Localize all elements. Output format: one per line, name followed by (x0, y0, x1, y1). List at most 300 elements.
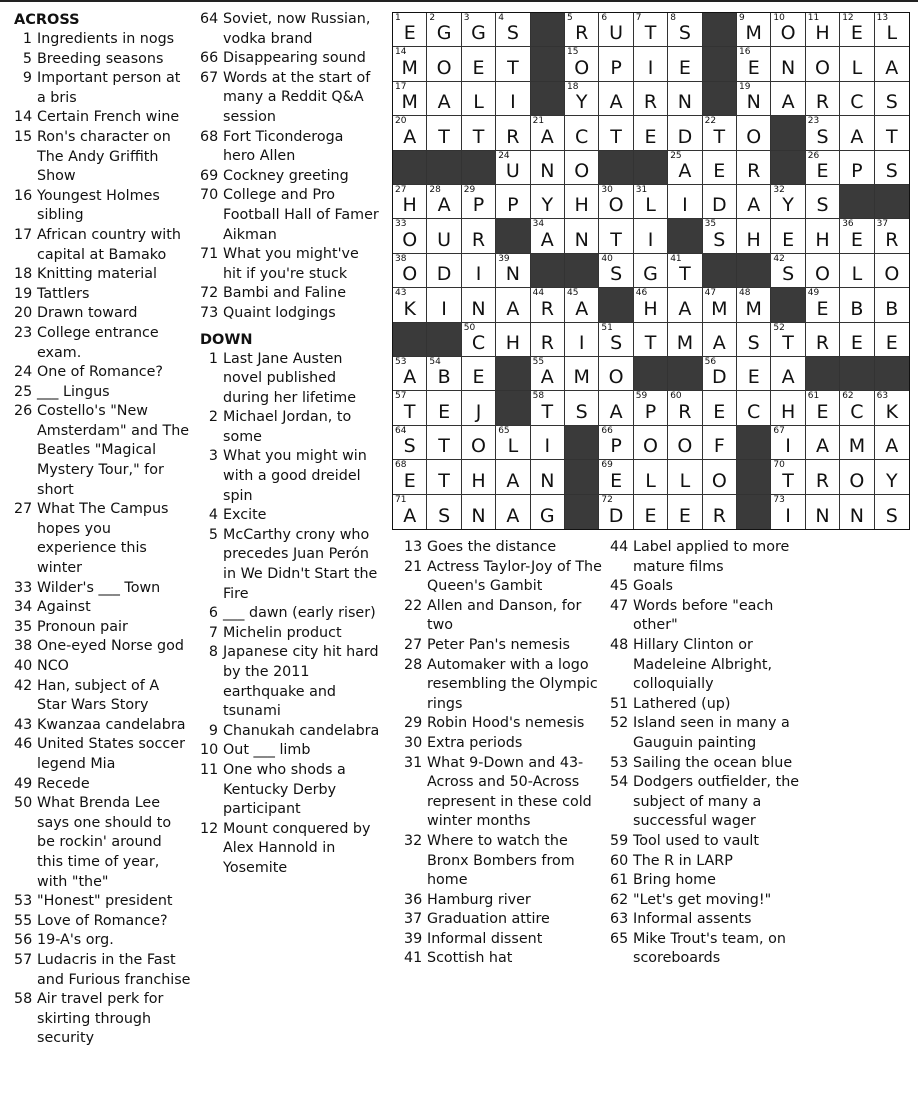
down-clue[interactable] (404, 636, 602, 656)
grid-cell[interactable] (462, 391, 496, 425)
grid-cell[interactable] (462, 323, 496, 357)
grid-cell[interactable] (496, 460, 530, 494)
grid-cell[interactable] (565, 288, 599, 322)
across-clue[interactable] (14, 304, 192, 324)
grid-cell[interactable] (806, 288, 840, 322)
grid-cell[interactable] (875, 460, 909, 494)
grid-cell[interactable] (737, 357, 771, 391)
grid-cell[interactable] (565, 82, 599, 116)
down-clue[interactable] (200, 526, 380, 604)
grid-cell[interactable] (634, 426, 668, 460)
grid-cell[interactable] (427, 219, 461, 253)
grid-cell[interactable] (427, 82, 461, 116)
cell-letter: Y (541, 194, 554, 217)
grid-cell[interactable] (599, 13, 633, 47)
grid-cell[interactable] (496, 151, 530, 185)
grid-cell[interactable] (771, 219, 805, 253)
down-clue[interactable] (404, 558, 602, 597)
down-clue[interactable] (404, 754, 602, 832)
grid-cell[interactable] (565, 116, 599, 150)
grid-cell[interactable] (599, 185, 633, 219)
grid-cell[interactable] (531, 391, 565, 425)
cell-letter: T (610, 228, 622, 251)
cell-letter: A (506, 469, 520, 492)
down-clue[interactable] (610, 891, 800, 911)
cell-letter: R (471, 228, 486, 251)
grid-cell[interactable] (599, 82, 633, 116)
grid-cell[interactable] (531, 323, 565, 357)
grid-cell[interactable] (806, 82, 840, 116)
across-clue[interactable] (200, 245, 380, 284)
grid-cell[interactable] (599, 460, 633, 494)
grid-cell[interactable] (703, 323, 737, 357)
down-clue[interactable] (200, 643, 380, 721)
grid-cell[interactable] (840, 426, 874, 460)
grid-cell[interactable] (462, 13, 496, 47)
grid-cell[interactable] (771, 13, 805, 47)
across-clue[interactable] (14, 128, 192, 187)
grid-cell[interactable] (565, 185, 599, 219)
grid-cell[interactable] (703, 391, 737, 425)
grid-cell[interactable] (531, 116, 565, 150)
across-clue[interactable] (200, 304, 380, 324)
grid-cell[interactable] (771, 185, 805, 219)
grid-cell[interactable] (599, 116, 633, 150)
across-clue[interactable] (14, 990, 192, 1049)
grid-cell[interactable] (771, 254, 805, 288)
grid-cell[interactable] (875, 426, 909, 460)
grid-cell[interactable] (565, 151, 599, 185)
grid-cell[interactable] (806, 460, 840, 494)
grid-cell[interactable] (806, 116, 840, 150)
grid-cell[interactable] (771, 47, 805, 81)
across-clue[interactable] (14, 931, 192, 951)
grid-cell[interactable] (393, 116, 427, 150)
grid-cell[interactable] (496, 116, 530, 150)
grid-cell[interactable] (737, 185, 771, 219)
down-clue[interactable] (404, 910, 602, 930)
down-clue[interactable] (404, 949, 602, 969)
across-clue[interactable] (14, 618, 192, 638)
down-clue[interactable] (610, 714, 800, 753)
across-clue[interactable] (14, 598, 192, 618)
grid-cell[interactable] (703, 288, 737, 322)
grid-cell[interactable] (806, 426, 840, 460)
grid-cell[interactable] (599, 219, 633, 253)
grid-cell[interactable] (462, 254, 496, 288)
grid-cell[interactable] (565, 323, 599, 357)
across-clue[interactable] (14, 951, 192, 990)
grid-cell[interactable] (840, 219, 874, 253)
grid-cell[interactable] (393, 460, 427, 494)
grid-cell[interactable] (427, 288, 461, 322)
cell-letter: C (850, 91, 864, 114)
down-clues-column-3 (404, 538, 602, 969)
down-clue[interactable] (610, 538, 800, 577)
grid-cell[interactable] (771, 426, 805, 460)
cell-letter: M (745, 22, 762, 45)
grid-cell[interactable] (771, 323, 805, 357)
grid-cell[interactable] (634, 495, 668, 529)
grid-cell[interactable] (737, 391, 771, 425)
clue-text: Lathered (up) (633, 695, 731, 712)
grid-cell[interactable] (599, 323, 633, 357)
grid-cell[interactable] (393, 254, 427, 288)
grid-cell[interactable] (531, 357, 565, 391)
grid-cell[interactable] (668, 254, 702, 288)
grid-cell[interactable] (840, 254, 874, 288)
grid-cell[interactable] (565, 391, 599, 425)
down-clue[interactable] (610, 636, 800, 695)
grid-cell[interactable] (875, 116, 909, 150)
clue-number: 36 (404, 891, 423, 908)
across-clue[interactable] (14, 677, 192, 716)
down-clue[interactable] (200, 506, 380, 526)
across-clue[interactable] (14, 187, 192, 226)
grid-cell[interactable] (634, 254, 668, 288)
down-clue[interactable] (404, 891, 602, 911)
across-clue[interactable] (14, 500, 192, 578)
grid-cell[interactable] (634, 460, 668, 494)
grid-cell[interactable] (806, 254, 840, 288)
grid-cell[interactable] (668, 460, 702, 494)
down-clue[interactable] (610, 832, 800, 852)
down-clue[interactable] (610, 871, 800, 891)
grid-cell[interactable] (737, 47, 771, 81)
down-clue[interactable] (610, 577, 800, 597)
grid-cell[interactable] (496, 495, 530, 529)
grid-cell[interactable] (427, 460, 461, 494)
across-clue[interactable] (14, 912, 192, 932)
down-clue[interactable] (200, 741, 380, 761)
grid-cell[interactable] (462, 495, 496, 529)
cell-letter: B (850, 297, 864, 320)
grid-cell[interactable] (496, 254, 530, 288)
grid-cell[interactable] (840, 391, 874, 425)
across-clue[interactable] (14, 402, 192, 500)
grid-cell[interactable] (737, 116, 771, 150)
grid-cell[interactable] (771, 357, 805, 391)
grid-cell[interactable] (668, 82, 702, 116)
down-clue[interactable] (404, 832, 602, 891)
grid-cell[interactable] (634, 185, 668, 219)
grid-cell[interactable] (462, 47, 496, 81)
grid-cell[interactable] (875, 495, 909, 529)
grid-cell[interactable] (875, 82, 909, 116)
block-cell (703, 82, 737, 116)
down-clue[interactable] (200, 722, 380, 742)
grid-cell[interactable] (496, 323, 530, 357)
grid-cell[interactable] (393, 288, 427, 322)
across-clue[interactable] (14, 285, 192, 305)
grid-cell[interactable] (531, 495, 565, 529)
down-clue[interactable] (610, 773, 800, 832)
grid-cell[interactable] (427, 495, 461, 529)
grid-cell[interactable] (840, 82, 874, 116)
cell-letter: N (849, 505, 864, 527)
grid-cell[interactable] (806, 13, 840, 47)
grid-cell[interactable] (806, 219, 840, 253)
across-clue[interactable] (14, 735, 192, 774)
grid-cell[interactable] (393, 185, 427, 219)
grid-cell[interactable] (531, 460, 565, 494)
grid-cell[interactable] (771, 82, 805, 116)
across-clue[interactable] (14, 794, 192, 892)
across-clue[interactable] (14, 657, 192, 677)
grid-cell[interactable] (806, 151, 840, 185)
grid-cell[interactable] (875, 13, 909, 47)
grid-cell[interactable] (806, 185, 840, 219)
grid-cell[interactable] (840, 116, 874, 150)
grid-cell[interactable] (393, 357, 427, 391)
grid-cell[interactable] (668, 391, 702, 425)
clue-number: 72 (200, 285, 219, 302)
grid-cell[interactable] (393, 219, 427, 253)
grid-cell[interactable] (393, 13, 427, 47)
grid-cell[interactable] (462, 82, 496, 116)
grid-cell[interactable] (496, 185, 530, 219)
grid-cell[interactable] (771, 495, 805, 529)
down-clue[interactable] (200, 624, 380, 644)
grid-cell[interactable] (531, 219, 565, 253)
down-clue[interactable] (200, 350, 380, 409)
down-clue[interactable] (404, 734, 602, 754)
cell-letter: R (540, 297, 554, 320)
grid-cell[interactable] (427, 391, 461, 425)
grid-cell[interactable] (393, 495, 427, 529)
across-clue[interactable] (200, 10, 380, 49)
across-clue[interactable] (14, 775, 192, 795)
grid-cell[interactable] (703, 495, 737, 529)
grid-cell[interactable] (875, 254, 909, 288)
grid-cell[interactable] (462, 426, 496, 460)
across-clue[interactable] (200, 284, 380, 304)
grid-cell[interactable] (427, 13, 461, 47)
grid-cell[interactable] (668, 13, 702, 47)
grid-cell[interactable] (427, 254, 461, 288)
grid-cell[interactable] (875, 151, 909, 185)
grid-cell[interactable] (634, 219, 668, 253)
grid-cell[interactable] (737, 219, 771, 253)
down-clue[interactable] (610, 852, 800, 872)
down-clue[interactable] (200, 604, 380, 624)
grid-cell[interactable] (737, 288, 771, 322)
grid-cell[interactable] (668, 495, 702, 529)
grid-cell[interactable] (806, 47, 840, 81)
grid-cell[interactable] (496, 82, 530, 116)
grid-cell[interactable] (634, 391, 668, 425)
grid-cell[interactable] (531, 288, 565, 322)
cell-letter: H (505, 332, 521, 354)
down-clue[interactable] (200, 761, 380, 820)
grid-cell[interactable] (840, 47, 874, 81)
down-clue[interactable] (200, 447, 380, 506)
grid-cell[interactable] (634, 13, 668, 47)
grid-cell[interactable] (462, 219, 496, 253)
clue-number: 53 (14, 893, 33, 910)
down-clue[interactable] (610, 597, 800, 636)
across-clue[interactable] (200, 69, 380, 128)
grid-cell[interactable] (703, 357, 737, 391)
grid-cell[interactable] (496, 288, 530, 322)
across-clue[interactable] (14, 50, 192, 70)
down-clue[interactable] (200, 408, 380, 447)
grid-cell[interactable] (668, 323, 702, 357)
cell-number: 9 (739, 13, 745, 23)
down-clue[interactable] (404, 930, 602, 950)
clue-text: What Brenda Lee says one should to be rockin' around this time of year, with "the" (37, 795, 172, 890)
grid-cell[interactable] (840, 13, 874, 47)
grid-cell[interactable] (427, 116, 461, 150)
cell-letter: S (885, 160, 898, 182)
cell-letter: S (610, 332, 623, 354)
grid-cell[interactable] (599, 391, 633, 425)
down-clue[interactable] (404, 656, 602, 715)
grid-cell[interactable] (806, 391, 840, 425)
grid-cell[interactable] (668, 47, 702, 81)
grid-cell[interactable] (531, 185, 565, 219)
grid-cell[interactable] (806, 495, 840, 529)
grid-cell[interactable] (496, 47, 530, 81)
grid-cell[interactable] (840, 151, 874, 185)
across-clue[interactable] (14, 108, 192, 128)
grid-cell[interactable] (462, 460, 496, 494)
grid-cell[interactable] (565, 13, 599, 47)
grid-cell[interactable] (875, 219, 909, 253)
across-clue[interactable] (14, 383, 192, 403)
across-clue[interactable] (14, 324, 192, 363)
grid-cell[interactable] (703, 185, 737, 219)
cell-letter: I (441, 297, 447, 320)
across-clue[interactable] (14, 716, 192, 736)
grid-cell[interactable] (668, 288, 702, 322)
down-clue[interactable] (200, 820, 380, 879)
grid-cell[interactable] (393, 82, 427, 116)
down-clue[interactable] (610, 910, 800, 930)
grid-cell[interactable] (531, 151, 565, 185)
grid-cell[interactable] (737, 82, 771, 116)
across-clue[interactable] (14, 69, 192, 108)
grid-cell[interactable] (462, 185, 496, 219)
grid-cell[interactable] (531, 426, 565, 460)
grid-cell[interactable] (496, 426, 530, 460)
clue-number: 1 (22, 31, 32, 47)
across-clue[interactable] (200, 186, 380, 245)
grid-cell[interactable] (393, 47, 427, 81)
across-clue[interactable] (14, 226, 192, 265)
grid-cell[interactable] (599, 495, 633, 529)
grid-cell[interactable] (599, 254, 633, 288)
grid-cell[interactable] (806, 323, 840, 357)
grid-cell[interactable] (427, 357, 461, 391)
grid-cell[interactable] (393, 391, 427, 425)
cell-letter: S (885, 505, 898, 527)
grid-cell[interactable] (771, 460, 805, 494)
grid-cell[interactable] (668, 116, 702, 150)
grid-cell[interactable] (496, 13, 530, 47)
cell-letter: E (782, 228, 795, 251)
grid-cell[interactable] (427, 47, 461, 81)
grid-cell[interactable] (393, 426, 427, 460)
across-clue[interactable] (14, 892, 192, 912)
across-clue[interactable] (14, 30, 192, 50)
grid-cell[interactable] (634, 323, 668, 357)
down-clue[interactable] (404, 597, 602, 636)
grid-cell[interactable] (668, 185, 702, 219)
grid-cell[interactable] (737, 13, 771, 47)
grid-cell[interactable] (634, 47, 668, 81)
grid-cell[interactable] (599, 47, 633, 81)
down-clue[interactable] (404, 714, 602, 734)
clue-text: Against (37, 599, 91, 616)
down-clue[interactable] (610, 930, 800, 969)
grid-cell[interactable] (875, 391, 909, 425)
grid-cell[interactable] (599, 357, 633, 391)
grid-cell[interactable] (703, 426, 737, 460)
grid-cell[interactable] (840, 288, 874, 322)
grid-cell[interactable] (875, 288, 909, 322)
grid-cell[interactable] (634, 116, 668, 150)
down-clue[interactable] (610, 695, 800, 715)
grid-cell[interactable] (875, 47, 909, 81)
grid-cell[interactable] (840, 323, 874, 357)
grid-cell[interactable] (634, 82, 668, 116)
grid-cell[interactable] (599, 426, 633, 460)
grid-cell[interactable] (840, 460, 874, 494)
across-clue[interactable] (200, 128, 380, 167)
cell-letter: R (575, 22, 589, 45)
grid-cell[interactable] (875, 323, 909, 357)
grid-cell[interactable] (462, 116, 496, 150)
across-clue[interactable] (14, 579, 192, 599)
across-clue[interactable] (14, 363, 192, 383)
cell-letter: L (507, 435, 519, 458)
grid-cell[interactable] (565, 219, 599, 253)
across-clue[interactable] (200, 167, 380, 187)
clue-number: 20 (14, 305, 33, 322)
clue-text: Graduation attire (427, 911, 550, 928)
cell-letter: E (816, 400, 829, 423)
grid-cell[interactable] (771, 391, 805, 425)
grid-cell[interactable] (462, 357, 496, 391)
clue-text: Love of Romance? (37, 912, 168, 929)
grid-cell[interactable] (462, 288, 496, 322)
across-clue[interactable] (14, 265, 192, 285)
grid-cell[interactable] (634, 288, 668, 322)
cell-number: 25 (670, 150, 682, 161)
grid-cell[interactable] (427, 426, 461, 460)
grid-cell[interactable] (840, 495, 874, 529)
block-cell (875, 357, 909, 391)
grid-cell[interactable] (565, 357, 599, 391)
grid-cell[interactable] (565, 47, 599, 81)
grid-cell[interactable] (703, 116, 737, 150)
across-clue[interactable] (200, 49, 380, 69)
grid-cell[interactable] (737, 151, 771, 185)
grid-cell[interactable] (703, 151, 737, 185)
across-clue[interactable] (14, 637, 192, 657)
grid-cell[interactable] (668, 426, 702, 460)
grid-cell[interactable] (668, 151, 702, 185)
down-clue[interactable] (404, 538, 602, 558)
grid-cell[interactable] (737, 323, 771, 357)
down-clue[interactable] (610, 754, 800, 774)
grid-cell[interactable] (703, 219, 737, 253)
block-cell (875, 185, 909, 219)
cell-number: 55 (532, 357, 545, 367)
grid-cell[interactable] (427, 185, 461, 219)
grid-cell[interactable] (703, 460, 737, 494)
